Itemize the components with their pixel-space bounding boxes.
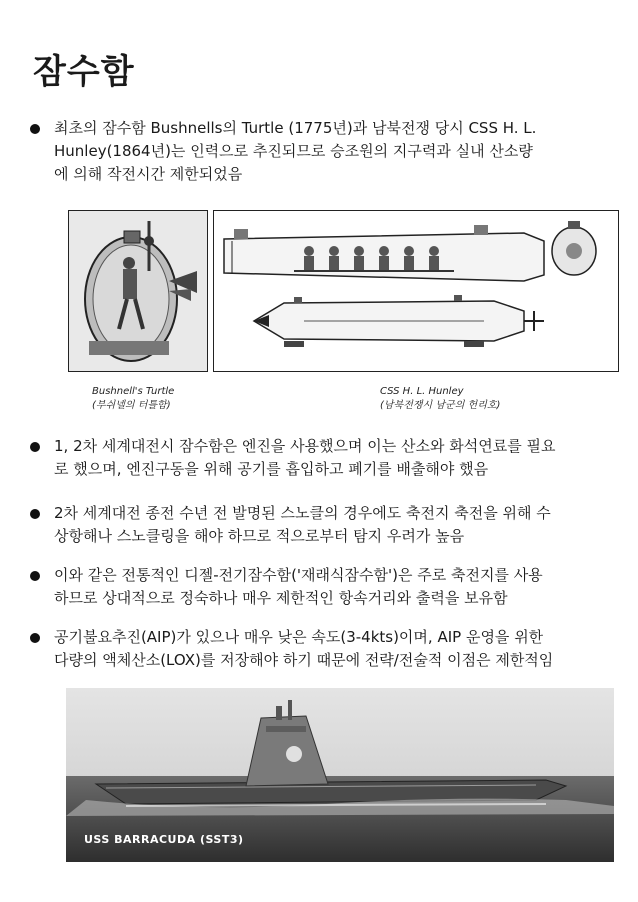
hunley-illustration	[214, 211, 618, 371]
bullet-line: 최초의 잠수함 Bushnells의 Turtle (1775년)과 남북전쟁 당시 CSS H. L.	[54, 119, 537, 137]
turtle-figure	[68, 210, 208, 372]
turtle-caption-name: Bushnell's Turtle	[92, 386, 175, 397]
bullet-1	[30, 117, 615, 186]
bullet-4	[30, 564, 615, 610]
bullet-line: 다량의 액체산소(LOX)를 저장해야 하기 때문에 전략/전술적 이점은 제한적임	[54, 651, 554, 669]
hunley-caption-korean: (남북전쟁시 남군의 헌리호)	[380, 400, 501, 411]
bullet-line: 공기불요추진(AIP)가 있으나 매우 낮은 속도(3-4kts)이며, AIP 운영을 위한	[54, 628, 544, 646]
bullet-line: 1, 2차 세계대전시 잠수함은 엔진을 사용했으며 이는 산소와 화석연료를 필요	[54, 437, 556, 455]
bullet-2	[30, 435, 615, 481]
bullet-line: 로 했으며, 엔진구동을 위해 공기를 흡입하고 폐기를 배출해야 했음	[54, 460, 489, 478]
submarine-photo	[66, 688, 614, 862]
bullet-line: Hunley(1864년)는 인력으로 추진되므로 승조원의 지구력과 실내 산소량	[54, 142, 533, 160]
turtle-caption	[92, 385, 174, 413]
bullet-line: 상항해나 스노클링을 해야 하므로 적으로부터 탐지 우려가 높음	[54, 527, 465, 545]
turtle-illustration	[69, 211, 207, 371]
bullet-dot	[30, 633, 40, 643]
photo-caption: USS BARRACUDA (SST3)	[84, 833, 244, 846]
hunley-figure	[213, 210, 619, 372]
hunley-caption	[380, 385, 500, 413]
turtle-caption-korean: (부쉬넬의 터틀함)	[92, 400, 171, 411]
bullet-5	[30, 626, 615, 672]
bullet-3	[30, 502, 615, 548]
page-title: 잠수함	[33, 52, 135, 92]
hunley-caption-name: CSS H. L. Hunley	[380, 386, 464, 397]
bullet-line: 이와 같은 전통적인 디젤-전기잠수함('재래식잠수함')은 주로 축전지를 사용	[54, 566, 543, 584]
bullet-line: 하므로 상대적으로 정숙하나 매우 제한적인 항속거리와 출력을 보유함	[54, 589, 508, 607]
bullet-dot	[30, 442, 40, 452]
bullet-line: 2차 세계대전 종전 수년 전 발명된 스노클의 경우에도 축전지 축전을 위해 수	[54, 504, 551, 522]
bullet-dot	[30, 571, 40, 581]
bullet-dot	[30, 509, 40, 519]
bullet-line: 에 의해 작전시간 제한되었음	[54, 165, 243, 183]
bullet-dot	[30, 124, 40, 134]
